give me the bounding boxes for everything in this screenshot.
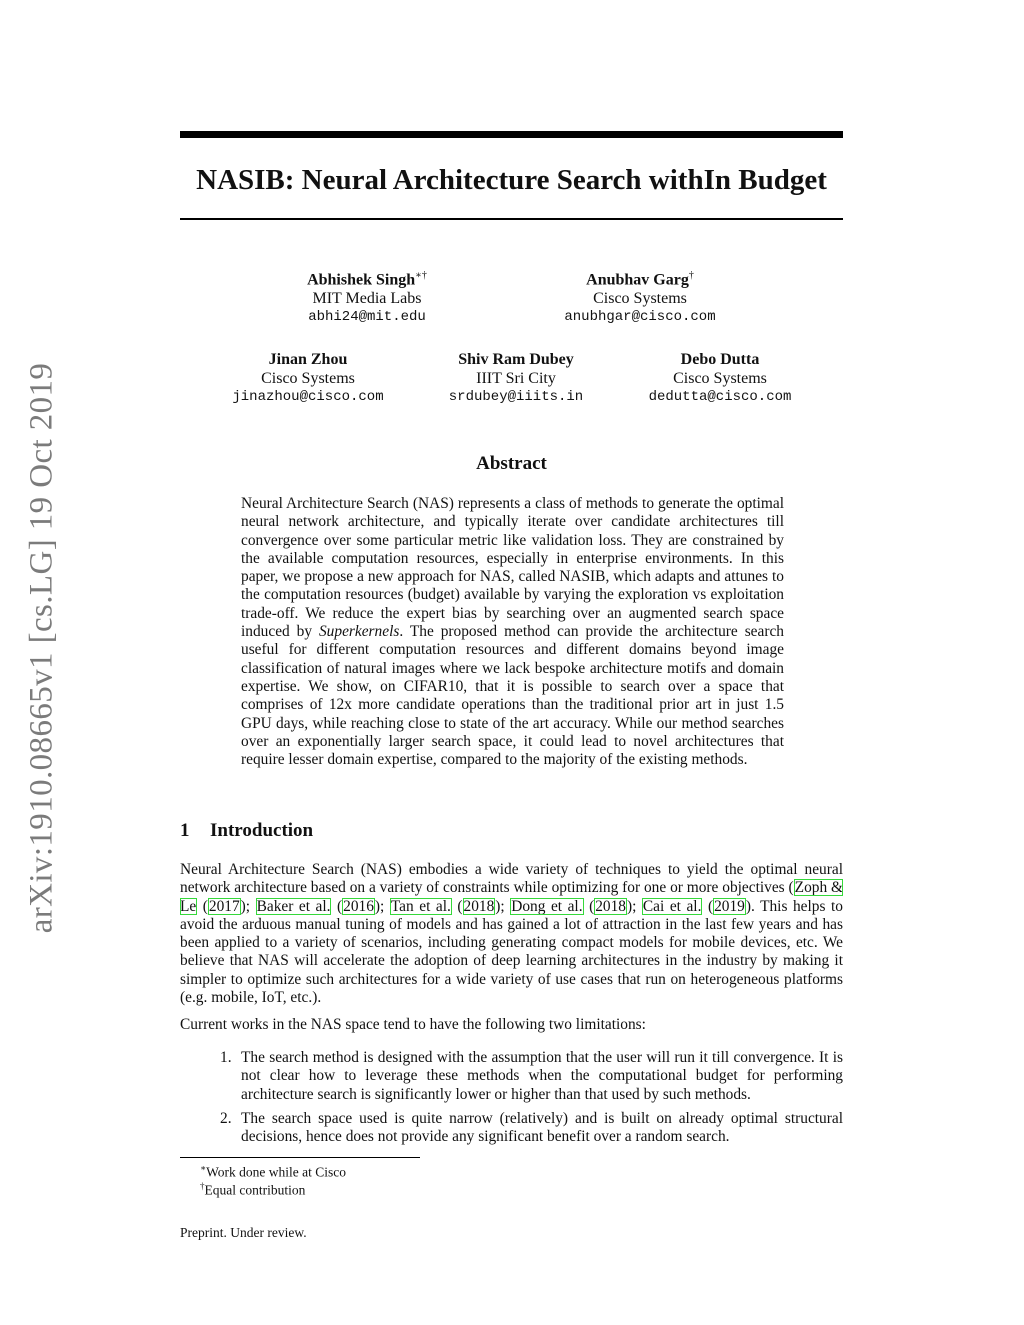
paper-title: NASIB: Neural Architecture Search withIn Budget — [196, 164, 827, 196]
abstract-emphasis: Superkernels — [318, 623, 400, 641]
author-email: srdubey@iiits.in — [448, 389, 584, 405]
author-email: anubhgar@cisco.com — [564, 309, 716, 326]
citation-link[interactable]: 2019 — [714, 897, 745, 915]
author-block — [208, 351, 408, 407]
author-email: abhi24@mit.edu — [308, 309, 426, 326]
author-email: dedutta@cisco.com — [648, 389, 792, 405]
author-email: jinazhou@cisco.com — [232, 389, 384, 405]
abstract-heading: Abstract — [476, 453, 547, 474]
citation-link[interactable]: Zoph & Le — [180, 879, 844, 915]
citation-link[interactable]: Dong et al. — [511, 897, 583, 915]
abstract-text: Neural Architecture Search (NAS) represents a class of methods to generate the optimal neural network architecture, and typically iterate over candidate architectures till convergence over some particular metric like validation loss. They are constrained by the available computation resources, especially in enterprise environments. In this paper, we propose a new approach for NAS, called NASIB, which adapts and attunes to the computation resources (budget) available by varying the exploration vs exploitation trade-off. We reduce the expert bias by searching over an augmented search space induced by Superkernels. The proposed method can provide the architecture search useful for different computation resources and different domains beyond image classification of natural images where we lack bespoke architecture motifs and domain expertise. We show, on CIFAR10, that it is possible to search over a space that comprises of 12x more candidate operations than the traditional prior art in just 1.5 GPU days, while reaching close to state of the art accuracy. While our method searches over an exponentially larger search space, it could lead to novel architectures that require lesser domain expertise, compared to the majority of the existing methods. — [241, 495, 784, 769]
citation-link[interactable]: 2017 — [208, 897, 240, 915]
section-heading: 1 Introduction — [180, 820, 314, 841]
citation-link[interactable]: 2016 — [343, 897, 374, 915]
author-name: Abhishek Singh∗† — [307, 270, 427, 289]
list-item: 1. The search method is designed with the assumption that the user will run it till convergence. It is not clear how to leverage these methods when the computational budget for performing architecture search is significantly lower or higher than that used by such methods. — [220, 1049, 843, 1103]
author-block — [267, 267, 467, 327]
author-block — [620, 351, 820, 407]
author-name: Jinan Zhou — [268, 351, 348, 368]
citation-link[interactable]: 2018 — [463, 897, 495, 915]
citation-link[interactable]: Baker et al. — [256, 897, 331, 915]
limitations-intro: Current works in the NAS space tend to have the following two limitations: — [180, 1016, 646, 1033]
preprint-note: Preprint. Under review. — [180, 1225, 307, 1240]
footnote-rule — [180, 1157, 420, 1158]
footnote: †Equal contribution — [200, 1181, 306, 1198]
citation-link[interactable]: Tan et al. — [390, 897, 451, 915]
author-name: Anubhav Garg† — [586, 270, 694, 289]
author-affiliation: IIIT Sri City — [476, 369, 556, 387]
arxiv-identifier: arXiv:1910.08665v1 [cs.LG] 19 Oct 2019 — [23, 362, 60, 934]
author-affiliation: Cisco Systems — [261, 369, 355, 387]
author-name: Debo Dutta — [680, 351, 760, 368]
footnote: ∗Work done while at Cisco — [200, 1163, 347, 1180]
list-item: 2. The search space used is quite narrow (relatively) and is built on already optimal structural decisions, hence does not provide any significant benefit over a random search. — [220, 1109, 843, 1146]
title-rule-top — [180, 131, 843, 138]
author-affiliation: Cisco Systems — [593, 289, 687, 307]
intro-paragraph: Neural Architecture Search (NAS) embodies a wide variety of techniques to yield the optimal neural network architecture based on a variety of constraints while optimizing for one or more objectives (Zoph & Le (2017); Baker et al. (2016); Tan et al. (2018); Dong et al. (2018); Cai et al. (2019). This helps to avoid the arduous manual tuning of models and has gained a lot of attraction in the last few years and has been applied to a variety of scenarios, including generating compact models for mobile devices, etc. We believe that NAS will accelerate the adoption of deep learning architectures in the industry by making it simpler to optimize such architectures for a wide variety of use cases that run on heterogeneous platforms (e.g. mobile, IoT, etc.). — [180, 861, 844, 1007]
title-rule-bottom — [180, 218, 843, 220]
citation-link[interactable]: 2018 — [595, 897, 626, 915]
limitations-list — [180, 1049, 843, 1152]
author-block — [540, 267, 740, 327]
author-block — [416, 351, 616, 407]
author-affiliation: Cisco Systems — [673, 369, 767, 387]
author-affiliation: MIT Media Labs — [312, 289, 422, 307]
citation-link[interactable]: Cai et al. — [642, 897, 702, 915]
author-name: Shiv Ram Dubey — [458, 351, 574, 368]
